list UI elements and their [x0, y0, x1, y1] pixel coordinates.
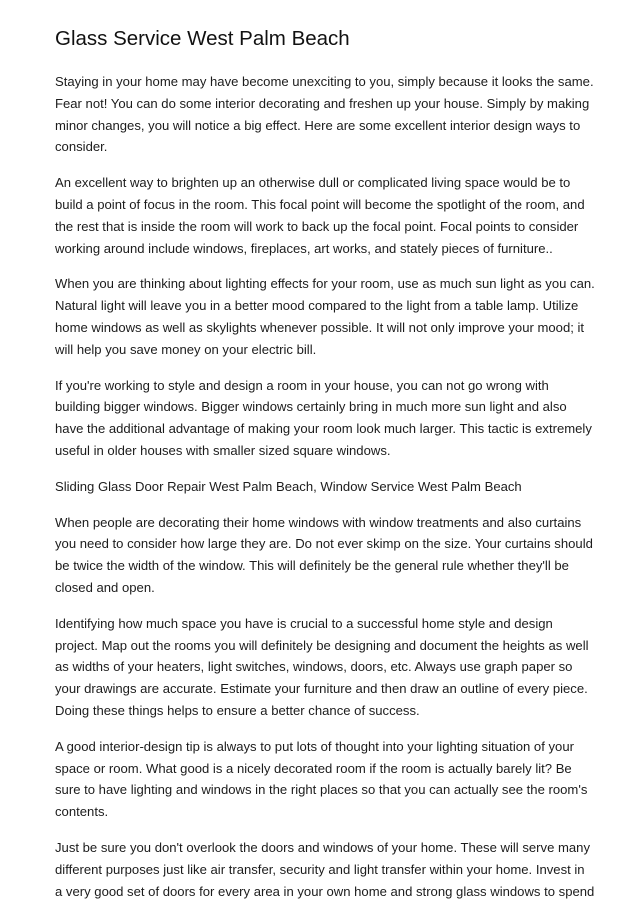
paragraph-line: space or room. What good is a nicely decorated room if the room is actually barely lit? Be [55, 760, 572, 776]
paragraph-line: consider. [55, 139, 108, 155]
paragraph-line: the rest that is inside the room will work to back up the focal point. Focal points to consider [55, 218, 579, 234]
paragraph-line: build a point of focus in the room. This focal point will become the spotlight of the room, and [55, 196, 585, 212]
paragraph-line: Identifying how much space you have is crucial to a successful home style and design [55, 615, 553, 631]
paragraph-line: useful in older houses with smaller sized square windows. [55, 442, 391, 458]
paragraph-line: building bigger windows. Bigger windows certainly bring in much more sun light and also [55, 399, 567, 415]
paragraph-line: you need to consider how large they are. Do not ever skimp on the size. Your curtains should [55, 536, 593, 552]
paragraph-line: If you're working to style and design a room in your house, you can not go wrong with [55, 377, 549, 393]
paragraph-line: a very good set of doors for every area in your own home and strong glass windows to spend [55, 883, 595, 899]
paragraph-line: An excellent way to brighten up an otherwise dull or complicated living space would be to [55, 175, 571, 191]
paragraph-5 [55, 512, 591, 599]
paragraph-line: A good interior-design tip is always to put lots of thought into your lighting situation of your [55, 738, 574, 754]
paragraph-line: your drawings are accurate. Estimate your furniture and then draw an outline of every piece. [55, 681, 588, 697]
paragraph-line: Staying in your home may have become unexciting to you, simply because it looks the same. [55, 74, 594, 89]
paragraph-7 [55, 736, 591, 823]
paragraph-line: When people are decorating their home windows with window treatments and also curtains [55, 514, 582, 530]
paragraph-line: be twice the width of the window. This will definitely be the general rule whether they'll be [55, 558, 569, 574]
paragraph-line: minor changes, you will notice a big effect. Here are some excellent interior design ways to [55, 117, 581, 133]
paragraph-line: have the additional advantage of making your room look much larger. This tactic is extremely [55, 421, 592, 437]
paragraph-line: Just be sure you don't overlook the doors and windows of your home. These will serve many [55, 839, 591, 855]
paragraph-line: will help you save money on your electric bill. [55, 341, 317, 357]
document-title: Glass Service West Palm Beach [55, 27, 350, 50]
section-subheading: Sliding Glass Door Repair West Palm Beach, Window Service West Palm Beach [55, 478, 522, 494]
paragraph-line: Fear not! You can do some interior decorating and freshen up your house. Simply by making [55, 95, 590, 111]
paragraph-3 [55, 273, 595, 360]
paragraph-line: Doing these things helps to ensure a better chance of success. [55, 702, 420, 718]
paragraph-line: working around include windows, fireplaces, art works, and stately pieces of furniture.. [55, 240, 553, 256]
paragraph-2 [55, 172, 591, 259]
paragraph-1 [55, 71, 594, 158]
paragraph-4 [55, 375, 591, 462]
paragraph-line: sure to have lighting and windows in the right places so that you can actually see the room's [55, 782, 588, 798]
paragraph-line: project. Map out the rooms you will definitely be designing and document the heights as well [55, 637, 589, 653]
paragraph-line: When you are thinking about lighting effects for your room, use as much sun light as you can. [55, 276, 595, 292]
paragraph-line: as widths of your heaters, light switches, windows, doors, etc. Always use graph paper so [55, 659, 573, 675]
paragraph-line: different purposes just like air transfer, security and light transfer within your home. Invest in [55, 861, 585, 877]
paragraph-line: Natural light will leave you in a better mood compared to the light from a table lamp. Utilize [55, 298, 579, 314]
paragraph-line: home windows as well as skylights whenever possible. It will not only improve your mood; it [55, 319, 585, 335]
paragraph-line: closed and open. [55, 579, 155, 595]
paragraph-8 [55, 837, 595, 902]
paragraph-6 [55, 613, 591, 722]
document-page [55, 26, 595, 916]
paragraph-line: contents. [55, 804, 109, 820]
